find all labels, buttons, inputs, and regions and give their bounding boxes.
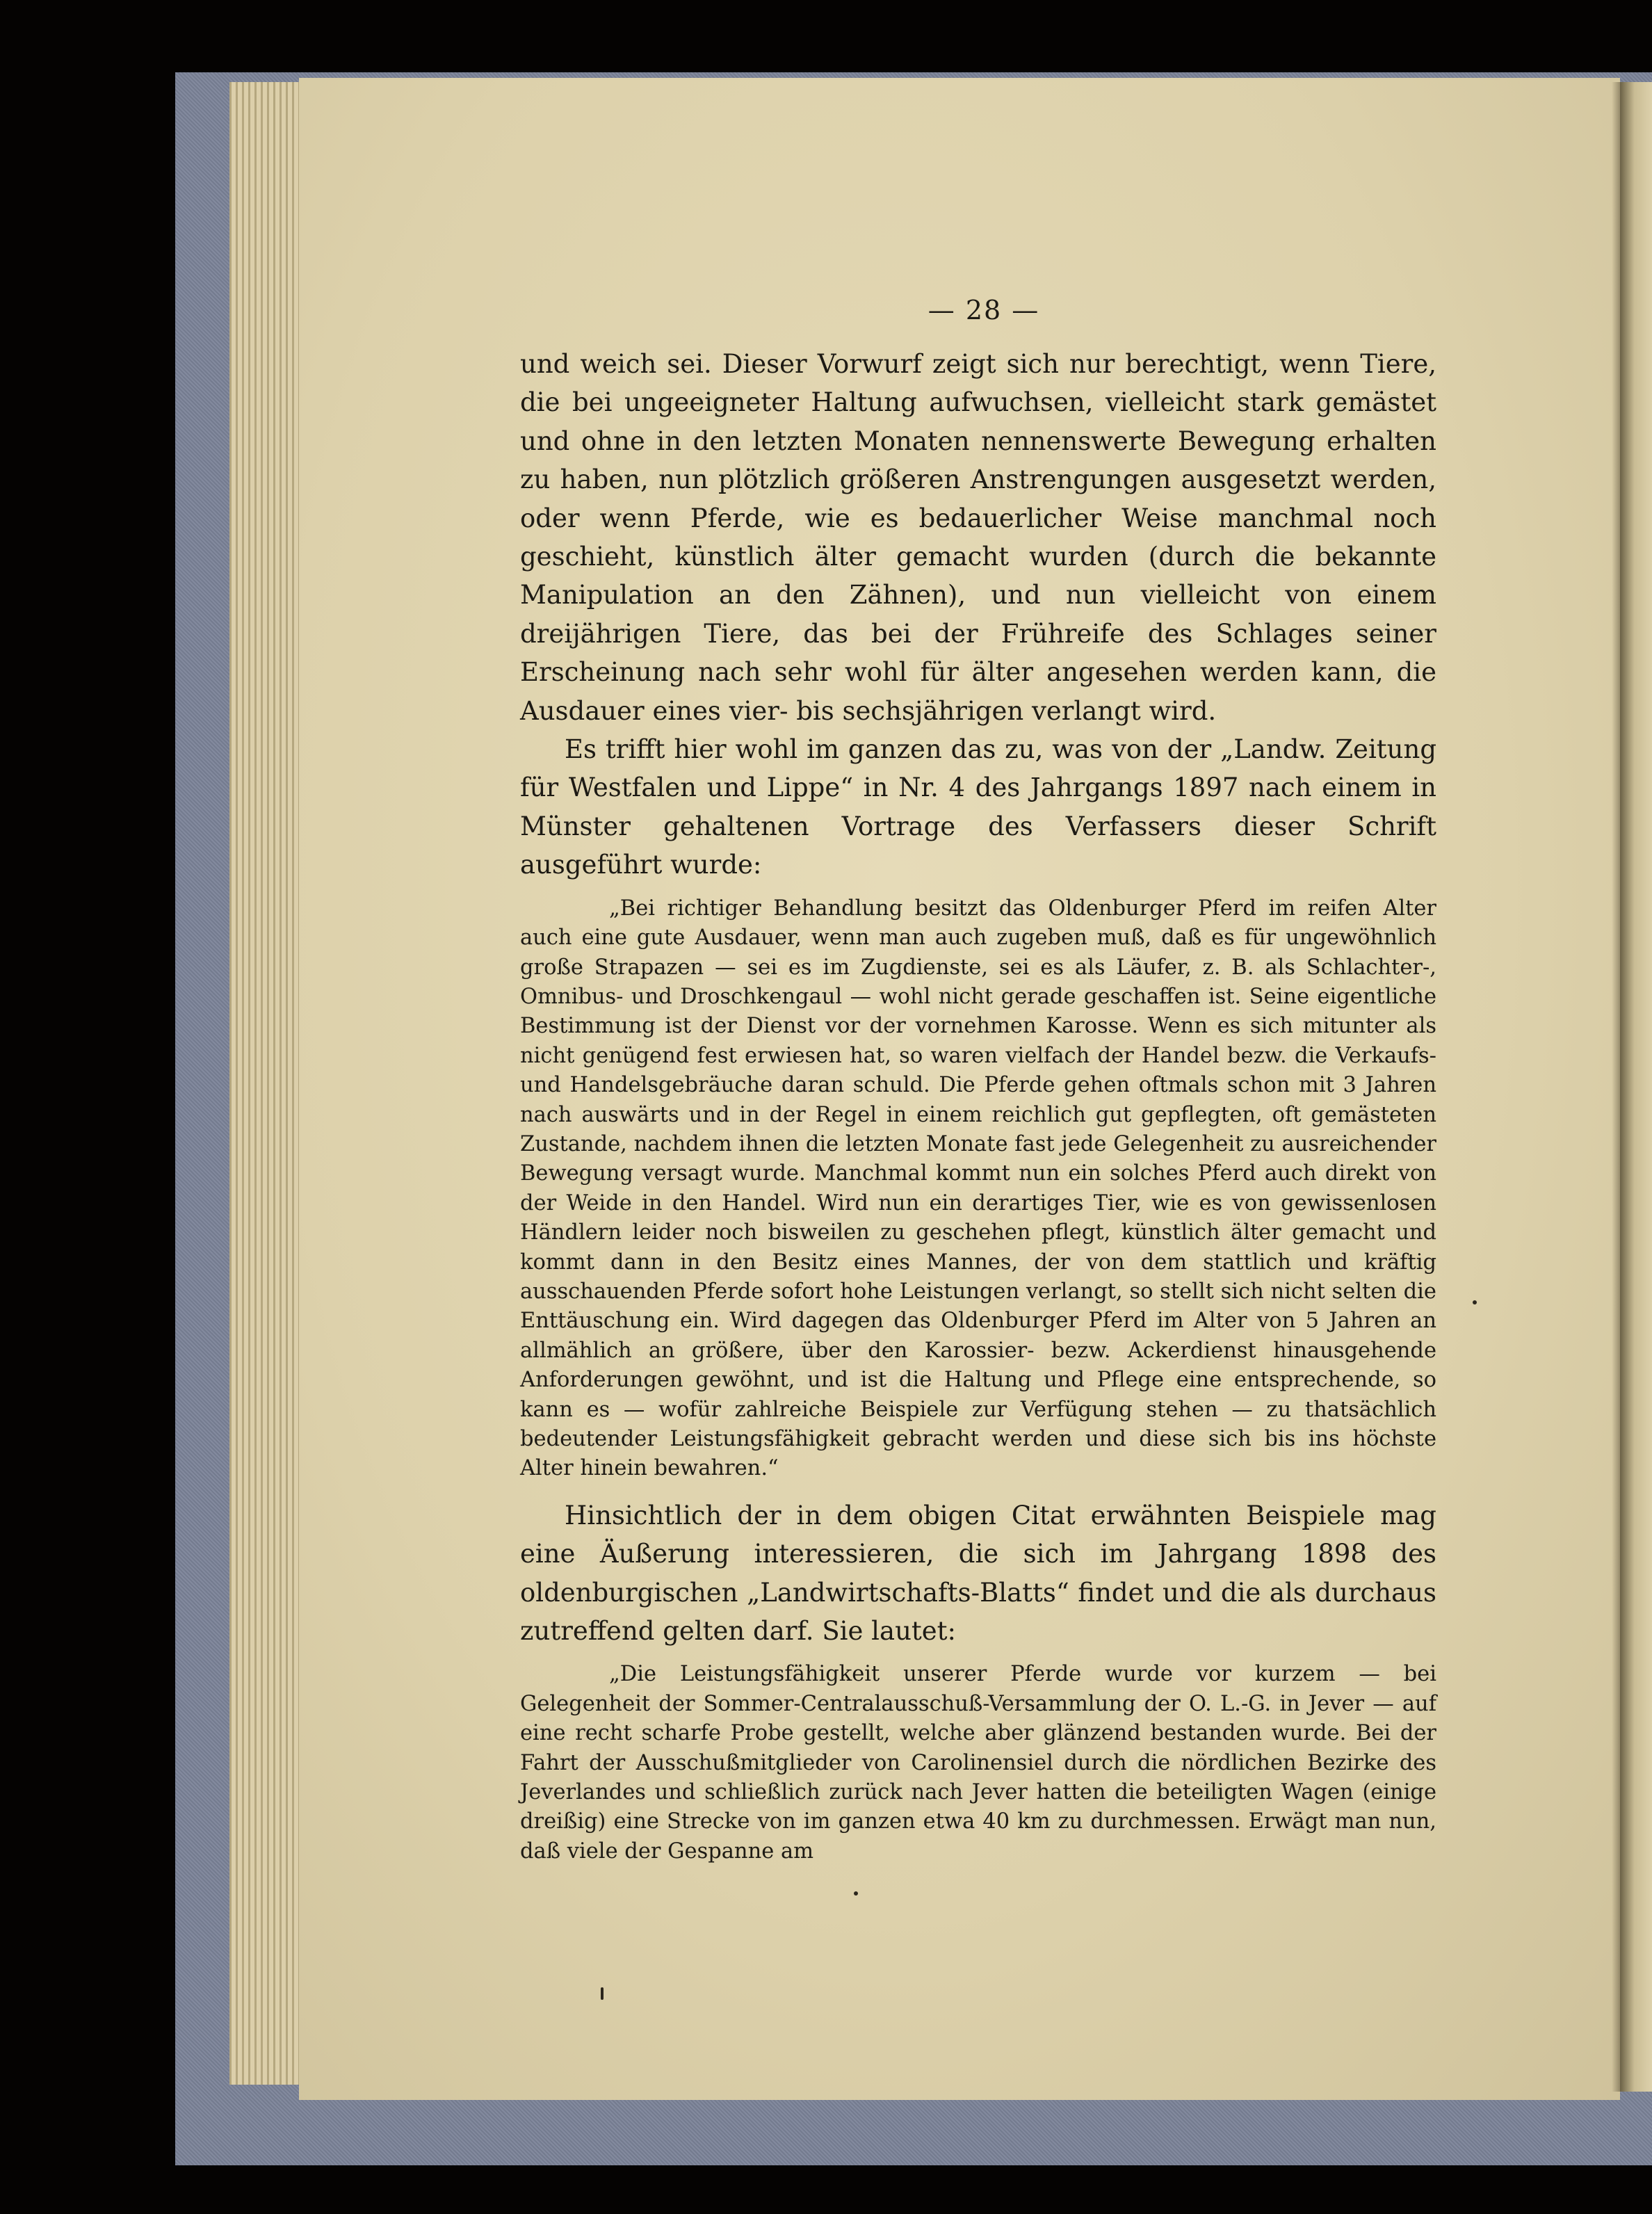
facing-page-edge [1620, 82, 1652, 2092]
paper-speck [854, 1891, 858, 1896]
paragraph: Es trifft hier wohl im ganzen das zu, was von der „Landw. Zeitung für Westfalen und Lippe“ in Nr. 4 des Jahrgangs 1897 nach einem in Münster gehaltenen Vortrage des Verfassers dieser Schrift ausgeführt wurde: [520, 734, 1436, 880]
page-number: — 28 — [928, 295, 1040, 325]
page-text [520, 292, 1436, 1879]
paragraph: Hinsichtlich der in dem obigen Citat erwähnten Beispiele mag eine Äußerung interessieren, die sich im Jahrgang 1898 des oldenburgischen „Landwirtschafts-Blatts“ findet und die als durchaus zutreffend gelten darf. Sie lautet: [520, 1500, 1436, 1647]
paper-speck [1473, 1300, 1477, 1304]
block-quote: „Bei richtiger Behandlung besitzt das Oldenburger Pferd im reifen Alter auch eine gute Ausdauer, wenn man auch zugeben muß, daß es für ungewöhnlich große Strapazen — sei es im Zugdienste, sei es als Läufer, z. B. als Schlachter-, Omnibus- und Droschkengaul — wohl nicht gerade geschaffen ist. Seine eigentliche Bestimmung ist der Dienst vor der vornehmen Karosse. Wenn es sich mitunter als nicht genügend fest erwiesen hat, so waren vielfach der Handel bezw. die Verkaufs- und Handelsgebräuche daran schuld. Die Pferde gehen oftmals schon mit 3 Jahren nach auswärts und in der Regel in einem reichlich gut gepflegten, oft gemästeten Zustande, nachdem ihnen die letzten Monate fast jede Gelegenheit zu ausreichender Bewegung versagt wurde. Manchmal kommt nun ein solches Pferd auch direkt von der Weide in den Handel. Wird nun ein derartiges Tier, wie es von gewissenlosen Händlern leider noch bisweilen zu geschehen pflegt, künstlich älter gemacht und kommt dann in den Besitz eines Mannes, der von dem stattlich und kräftig ausschauenden Pferde sofort hohe Leistungen verlangt, so stellt sich nicht selten die Enttäuschung ein. Wird dagegen das Oldenburger Pferd im Alter von 5 Jahren an allmählich an größere, über den Karossier- bezw. Ackerdienst hinausgehende Anforderungen gewöhnt, und ist die Haltung und Pflege eine entsprechende, so kann es — wofür zahlreiche Beispiele zur Verfügung stehen — zu thatsächlich bedeutender Leistungsfähigkeit gebracht werden und diese sich bis ins höchste Alter hinein bewahren.“ [520, 896, 1436, 1481]
paragraph-continuation: und weich sei. Dieser Vorwurf zeigt sich nur berechtigt, wenn Tiere, die bei ungeeigneter Haltung aufwuchsen, vielleicht stark gemästet und ohne in den letzten Monaten nennenswerte Bewegung erhalten zu haben, nun plötzlich größeren Anstrengungen ausgesetzt werden, oder wenn Pferde, wie es bedauerlicher Weise manchmal noch geschieht, künstlich älter gemacht wurden (durch die bekannte Manipulation an den Zähnen), und nun vielleicht von einem dreijährigen Tiere, das bei der Frühreife des Schlages seiner Erscheinung nach sehr wohl für älter angesehen werden kann, die Ausdauer eines vier- bis sechsjährigen verlangt wird. [520, 349, 1436, 726]
paper-speck [601, 1987, 604, 2000]
block-quote: „Die Leistungsfähigkeit unserer Pferde wurde vor kurzem — bei Gelegenheit der Sommer-Centralausschuß-Versammlung der O. L.-G. in Jever — auf eine recht scharfe Probe gestellt, welche aber glänzend bestanden wurde. Bei der Fahrt der Ausschußmitglieder von Carolinensiel durch die nördlichen Bezirke des Jeverlandes und schließlich zurück nach Jever hatten die beteiligten Wagen (einige dreißig) eine Strecke von im ganzen etwa 40 km zu durchmessen. Erwägt man nun, daß viele der Gespanne am [520, 1662, 1436, 1864]
